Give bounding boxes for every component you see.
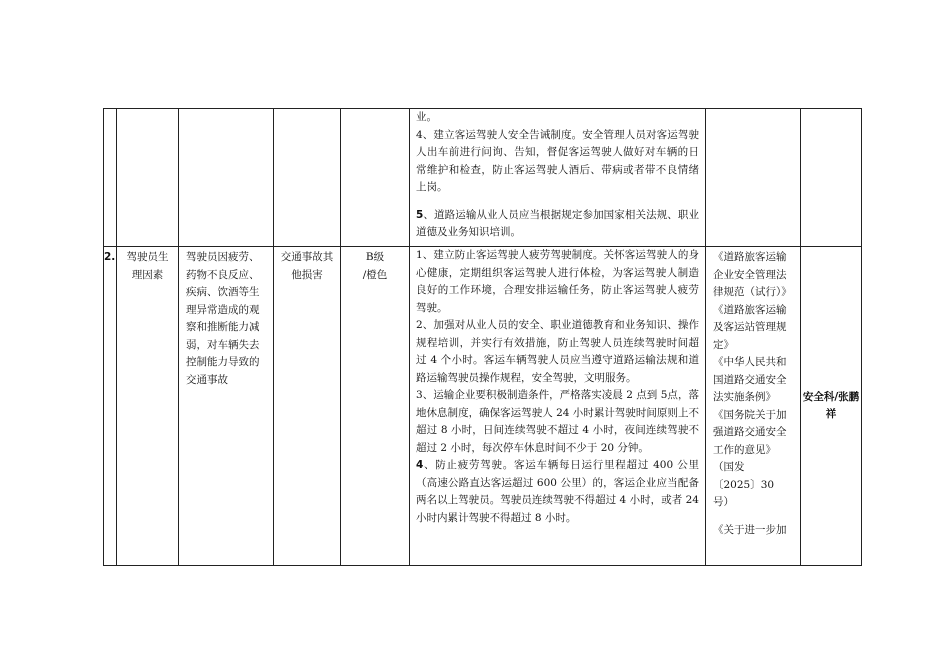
row2-measures-cell <box>410 247 706 566</box>
measure-item <box>416 457 699 527</box>
measure-item: 3、运输企业要积极制造条件，严格落实凌晨 2 点到 5点，落地休息制度，确保客运驾驶人 24 小时累计驾驶时间原则上不超过 8 小时，日间连续驾驶不超过 4 小时，夜间连续驾驶不超过 2 小时，每次停车休息时间不少于 20 分钟。 <box>416 389 699 454</box>
basis-item: 《国务院关于加强道路交通安全工作的意见》 <box>713 408 787 456</box>
risk-color: /橙色 <box>362 268 388 281</box>
row-number: 2. <box>104 247 117 566</box>
responsible-department: 安全科/张鹏祥 <box>801 247 862 566</box>
basis-item: 《道路旅客运输企业安全管理法律规范（试行）》 <box>713 251 792 298</box>
row1-description-cell <box>179 109 274 247</box>
basis-item: 〔2025〕30 <box>713 478 775 491</box>
row1-measures-cell <box>410 109 706 247</box>
table-row-2 <box>104 247 862 566</box>
risk-level: B级 <box>365 251 385 263</box>
measure-item: 4、建立客运驾驶人安全告诫制度。安全管理人员对客运驾驶人出车前进行问询、告知，督促客运驾驶人做好对车辆的日常维护和检查，防止客运驾驶人酒后、带病或者带不良情绪上岗。 <box>416 128 699 193</box>
measure-item <box>416 207 699 242</box>
row1-basis-cell <box>706 109 801 247</box>
row1-number-cell <box>104 109 117 247</box>
basis-item: 《中华人民共和国道路交通安全法实施条例》 <box>713 356 787 403</box>
table-row-1 <box>104 109 862 247</box>
measure-item: 1、建立防止客运驾驶人疲劳驾驶制度。关怀客运驾驶人的身心健康，定期组织客运驾驶人进行体检，为客运驾驶人制造良好的工作环境，合理安排运输任务，防止客运驾驶人疲劳驾驶。 <box>416 249 699 314</box>
measure-item: 2、加强对从业人员的安全、职业道德教育和业务知识、操作规程培训，并实行有效措施，防止驾驶人员连续驾驶时间超过 4 个小时。客运车辆驾驶人员应当遵守道路运输法规和道路运输驾驶员操作规程，安全驾驶，文明服务。 <box>416 319 699 384</box>
basis-item: 号） <box>713 496 734 508</box>
risk-category: 驾驶员生理因素 <box>117 247 179 566</box>
row1-category-cell <box>117 109 179 247</box>
row1-department-cell <box>801 109 862 247</box>
measure-text: 、防止疲劳驾驶。客运车辆每日运行里程超过 400 公里（高速公路直达客运超过 600 公里）的，客运企业应当配备两名以上驾驶员。驾驶员连续驾驶不得超过 4 小时，或者 24 小时内累计驾驶不得超过 8 小时。 <box>416 459 699 524</box>
measure-number: 4 <box>416 459 424 471</box>
row1-level-cell <box>341 109 410 247</box>
risk-level-cell <box>341 247 410 566</box>
measure-item: 业。 <box>416 111 437 123</box>
risk-control-table <box>103 108 862 566</box>
measure-number: 5 <box>416 208 424 221</box>
measure-text: 、道路运输从业人员应当根据规定参加国家相关法规、职业道德及业务知识培训。 <box>416 208 699 238</box>
basis-item: （国发 <box>713 461 745 473</box>
legal-basis-cell <box>706 247 801 566</box>
risk-description: 驾驶员因疲劳、药物不良反应、疾病、饮酒等生理异常造成的观察和推断能力减弱，对车辆失去控制能力导致的交通事故 <box>179 247 274 566</box>
basis-item: 《道路旅客运输及客运站管理规定》 <box>713 303 787 351</box>
row1-consequence-cell <box>274 109 341 247</box>
accident-consequence: 交通事故其他损害 <box>274 247 341 566</box>
basis-item: 《关于进一步加 <box>713 523 787 536</box>
